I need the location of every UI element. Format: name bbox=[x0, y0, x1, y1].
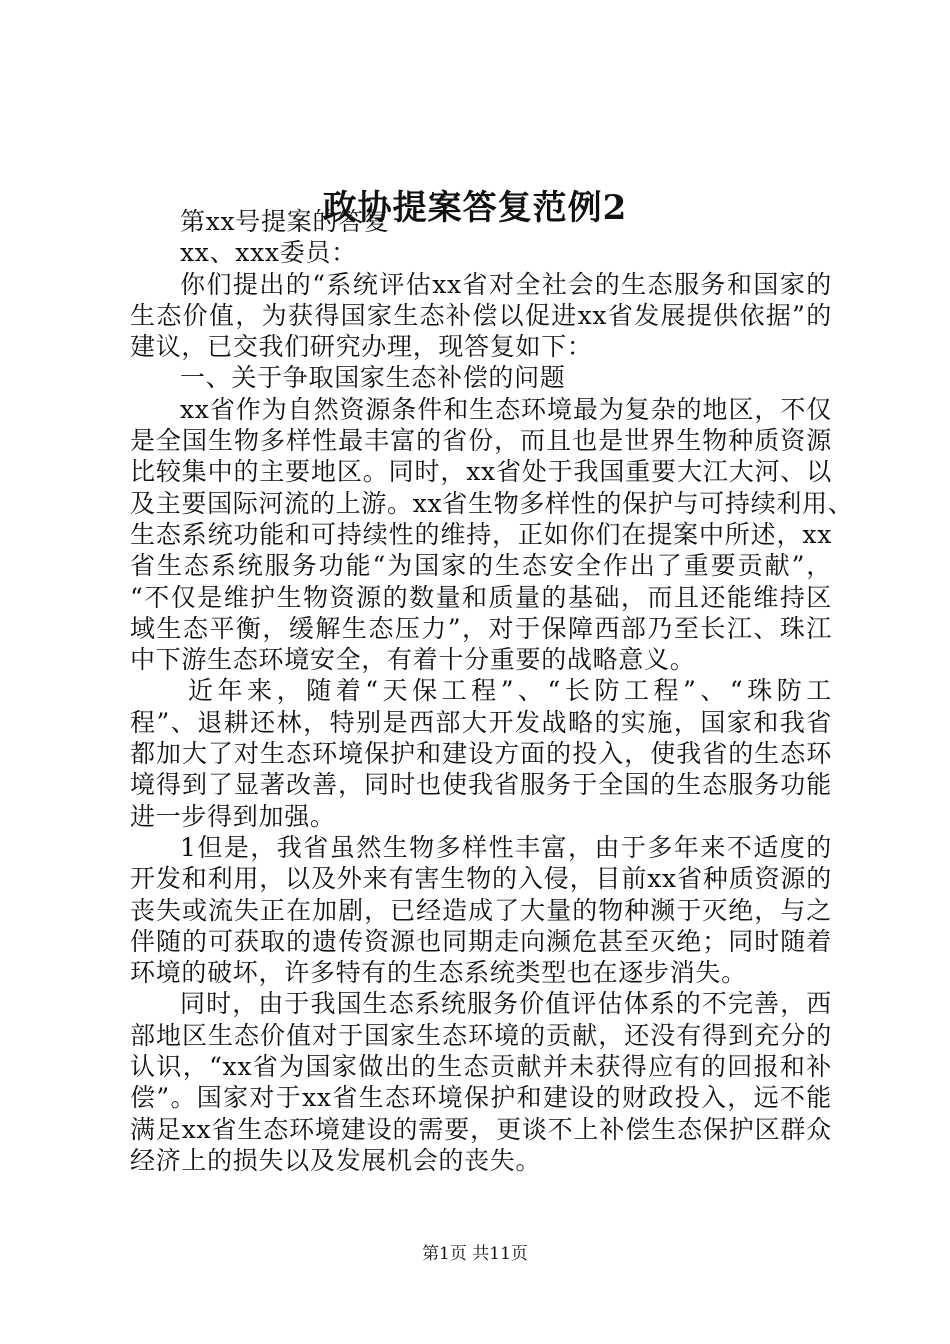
text-line: xx、xxx委员： bbox=[180, 238, 357, 268]
text-line: 生态系统功能和可持续性的维持，正如你们在提案中所述，xx bbox=[130, 519, 832, 549]
text-line: 满足xx省生态环境建设的需要，更谈不上补偿生态保护区群众 bbox=[130, 1114, 832, 1144]
text-line: 境得到了显著改善，同时也使我省服务于全国的生态服务功能 bbox=[130, 770, 832, 800]
text-line: 偿”。国家对于xx省生态环境保护和建设的财政投入，远不能 bbox=[130, 1083, 832, 1113]
document-body bbox=[130, 206, 854, 1176]
text-line: 1但是，我省虽然生物多样性丰富，由于多年来不适度的 bbox=[180, 832, 832, 862]
text-line: 域生态平衡，缓解生态压力”，对于保障西部乃至长江、珠江 bbox=[130, 613, 832, 643]
text-line: 及主要国际河流的上游。xx省生物多样性的保护与可持续利用、 bbox=[130, 488, 854, 518]
text-line: 部地区生态价值对于国家生态环境的贡献，还没有得到充分的 bbox=[130, 1020, 832, 1050]
text-line: 比较集中的主要地区。同时，xx省处于我国重要大江大河、以 bbox=[130, 457, 832, 487]
text-line: 开发和利用，以及外来有害生物的入侵，目前xx省种质资源的 bbox=[130, 864, 832, 894]
text-line: 丧失或流失正在加剧，已经造成了大量的物种濒于灭绝，与之 bbox=[130, 895, 832, 925]
page-footer: 第1页 共11页 bbox=[422, 1244, 528, 1264]
text-line: 生态价值，为获得国家生态补偿以促进xx省发展提供依据”的 bbox=[130, 300, 832, 330]
text-line: 一、关于争取国家生态补偿的问题 bbox=[180, 363, 566, 393]
text-line: 伴随的可获取的遗传资源也同期走向濒危甚至灭绝；同时随着 bbox=[130, 926, 832, 956]
text-line: 进一步得到加强。 bbox=[130, 801, 336, 831]
text-line: 经济上的损失以及发展机会的丧失。 bbox=[130, 1145, 542, 1175]
text-line: 建议，已交我们研究办理，现答复如下： bbox=[130, 332, 593, 362]
text-line: 环境的破坏，许多特有的生态系统类型也在逐步消失。 bbox=[130, 958, 747, 988]
text-line: 都加大了对生态环境保护和建设方面的投入，使我省的生态环 bbox=[130, 739, 832, 769]
text-line: xx省作为自然资源条件和生态环境最为复杂的地区，不仅 bbox=[180, 394, 832, 424]
text-line: 近年来，随着“天保工程”、“长防工程”、“珠防工 bbox=[188, 676, 832, 706]
text-line: 中下游生态环境安全，有着十分重要的战略意义。 bbox=[130, 645, 696, 675]
document-title: 政协提案答复范例2 bbox=[322, 188, 628, 228]
text-line: 你们提出的“系统评估xx省对全社会的生态服务和国家的 bbox=[180, 269, 832, 299]
text-line: “不仅是维护生物资源的数量和质量的基础，而且还能维持区 bbox=[130, 582, 832, 612]
text-line: 省生态系统服务功能“为国家的生态安全作出了重要贡献”， bbox=[130, 551, 832, 581]
text-line: 程”、退耕还林，特别是西部大开发战略的实施，国家和我省 bbox=[130, 707, 832, 737]
text-line: 认识，“xx省为国家做出的生态贡献并未获得应有的回报和补 bbox=[130, 1052, 832, 1082]
text-line: 是全国生物多样性最丰富的省份，而且也是世界生物种质资源 bbox=[130, 426, 832, 456]
text-line: 第xx号提案的答复 bbox=[180, 207, 390, 236]
text-line: 同时，由于我国生态系统服务价值评估体系的不完善，西 bbox=[180, 989, 832, 1019]
